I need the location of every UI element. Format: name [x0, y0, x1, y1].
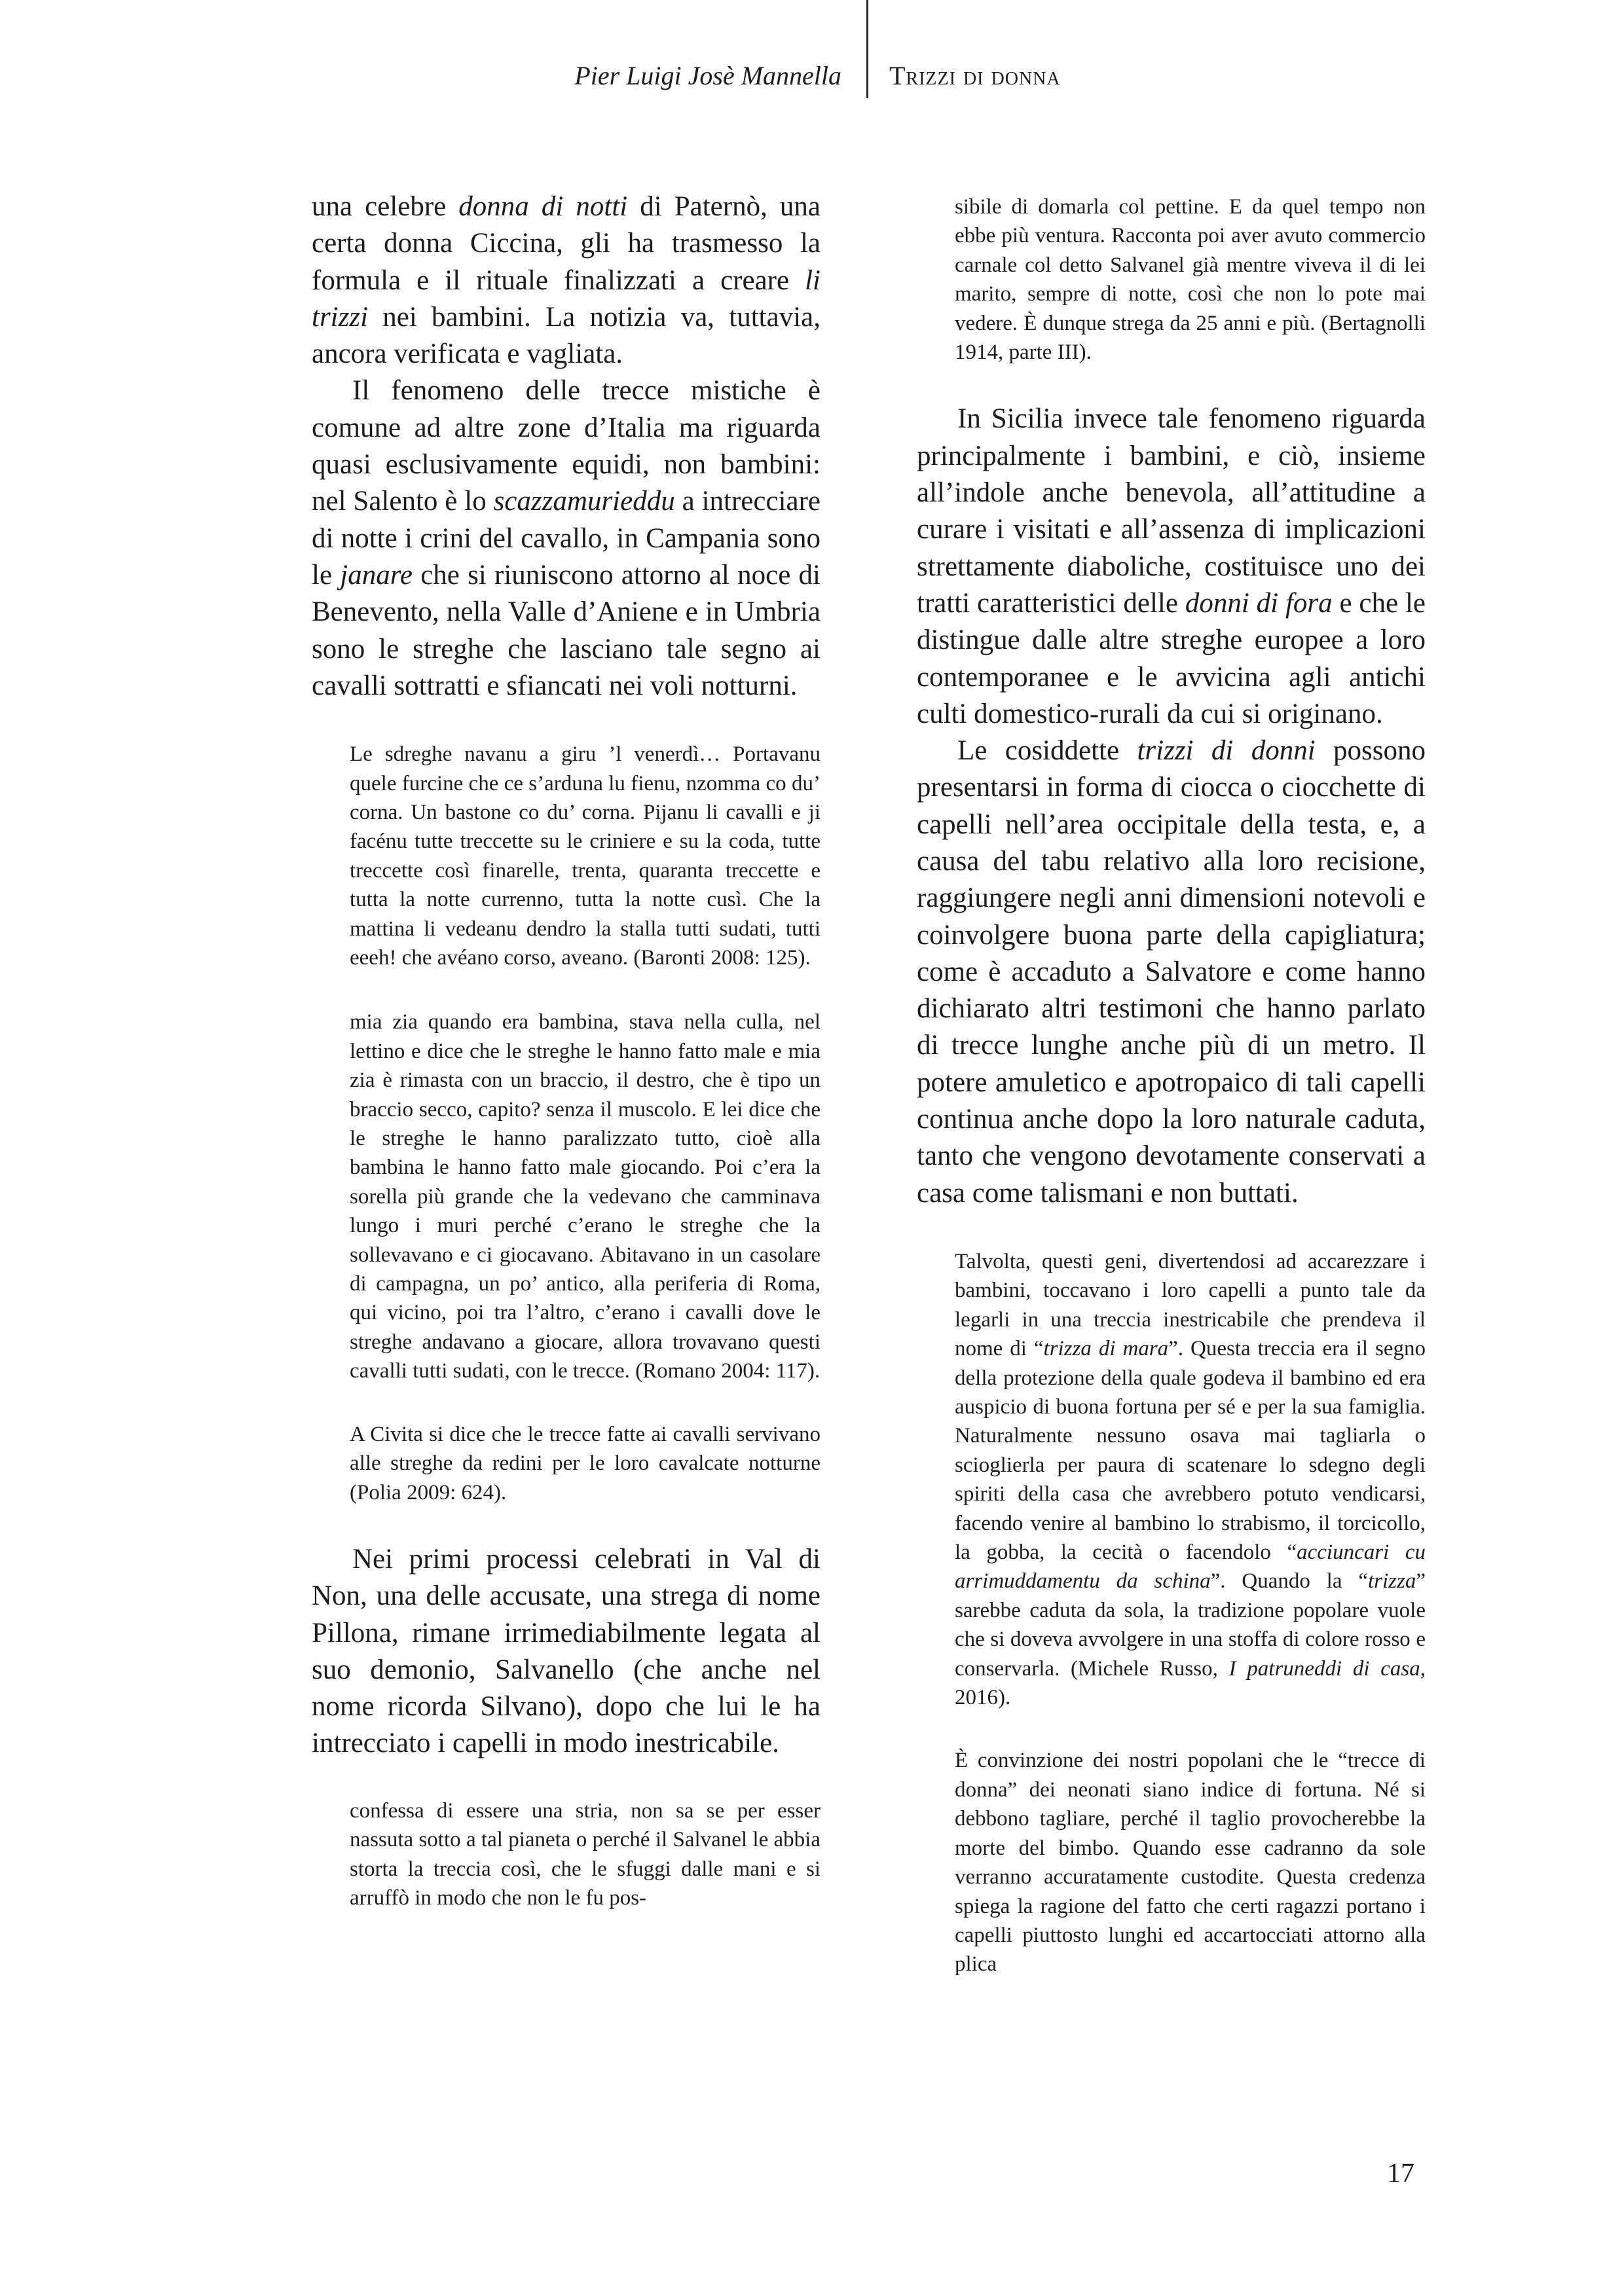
right-column	[917, 192, 1426, 1979]
header-divider	[866, 0, 868, 98]
block-quote-5: sibile di domarla col pettine. E da quel tempo non ebbe più ventura. Racconta poi aver avuto commercio carnale col detto Salvanel già mentre viveva il di lei marito, sempre di notte, così che non lo pote mai vedere. È dunque strega da 25 anni e più. (Bertagnolli 1914, parte III).	[955, 195, 1426, 365]
left-column	[312, 189, 821, 1912]
page-number: 17	[1387, 2159, 1414, 2189]
body-paragraph-5: Le cosiddette trizzi di donni possono presentarsi in forma di ciocca o ciocchette di capelli nell’area occipitale della testa, e, a causa del tabu relativo alla loro recisione, raggiungere negli anni dimensioni notevoli e coinvolgere buona parte della capigliatura; come è accaduto a Salvatore e come hanno dichiarato altri testimoni che hanno parlato di trecce lunghe anche più di un metro. Il potere amuletico e apotropaico di tali capelli continua anche dopo la loro naturale caduta, tanto che vengono devotamente conservati a casa come talismani e non buttati.	[917, 735, 1426, 1209]
block-quote-7: È convinzione dei nostri popolani che le “trecce di donna” dei neonati siano indice di fortuna. Né si debbono tagliare, perché il taglio provocherebbe la morte del bimbo. Quando esse cadranno da sole verranno accuratamente custodite. Questa credenza spiega la ragione del fatto che certi ragazzi portano i capelli piuttosto lunghi ed accartocciati attorno alla plica	[955, 1749, 1426, 1977]
body-paragraph-3: Nei primi processi celebrati in Val di Non, una delle accusate, una strega di nome Pillona, rimane irrimediabilmente legata al suo demonio, Salvanello (che anche nel nome ricorda Silvano), dopo che lui le ha intrecciato i capelli in modo inestricabile.	[312, 1543, 821, 1759]
block-quote-4: confessa di essere una stria, non sa se per esser nassuta sotto a tal pianeta o perché il Salvanel le abbia storta la treccia così, che le sfuggi dalle mani e si arruffò in modo che non le fu pos-	[350, 1798, 821, 1910]
body-paragraph-2: Il fenomeno delle trecce mistiche è comune ad altre zone d’Italia ma riguarda quasi esclusivamente equidi, non bambini: nel Salento è lo scazzamurieddu a intrecciare di notte i crini del cavallo, in Campania sono le janare che si riuniscono attorno al noce di Benevento, nella Valle d’Aniene e in Umbria sono le streghe che lasciano tale segno ai cavalli sottratti e sfiancati nei voli notturni.	[312, 375, 821, 701]
block-quote-6: Talvolta, questi geni, divertendosi ad accarezzare i bambini, toccavano i loro capelli a punto tale da legarli in una treccia inestricabile che prendeva il nome di “trizza di mara”. Questa treccia era il segno della protezione della quale godeva il bambino ed era auspicio di buona fortuna per sé e per la sua famiglia. Naturalmente nessuno osava mai tagliarla o scioglierla per paura di scatenare lo sdegno degli spiriti della casa che avrebbero potuto vendicarsi, facendo venire al bambino lo strabismo, il torcicollo, la gobba, la cecità o facendolo “acciuncari cu arrimuddamentu da schina”. Quando la “trizza” sarebbe caduta da sola, la tradizione popolare vuole che si doveva avvolgere in una stoffa di colore rosso e conservarla. (Michele Russo, I patruneddi di casa, 2016).	[955, 1249, 1426, 1710]
block-quote-1: Le sdreghe navanu a giru ’l venerdì… Portavanu quele furcine che ce s’arduna lu fienu, nzomma co du’ corna. Un bastone co du’ corna. Pijanu li cavalli e ji facénu tutte treccette su le criniere e su la coda, tutte treccette così finarelle, trenta, quaranta treccette e tutta la notte currenno, tutta la notte cusì. Che la mattina li vedeanu dendro la stalla tutti sudati, tutti eeeh! che avéano corso, aveano. (Baronti 2008: 125).	[350, 742, 821, 970]
body-paragraph-4: In Sicilia invece tale fenomeno riguarda principalmente i bambini, e ciò, insieme all’indole anche benevola, all’attitudine a curare i visitati e all’assenza di implicazioni strettamente diaboliche, costituisce uno dei tratti caratteristici delle donni di fora e che le distingue dalle altre streghe europee a loro contemporanee e le avvicina agli antichi culti domestico-rurali da cui si originano.	[917, 403, 1426, 729]
block-quote-3: A Civita si dice che le trecce fatte ai cavalli servivano alle streghe da redini per le loro cavalcate notturne (Polia 2009: 624).	[350, 1422, 821, 1504]
running-header-title: Trizzi di donna	[889, 61, 1061, 90]
body-paragraph-1: una celebre donna di notti di Paternò, una certa donna Ciccina, gli ha trasmesso la formula e il rituale finalizzati a creare li trizzi nei bambini. La notizia va, tuttavia, ancora verificata e vagliata.	[312, 191, 821, 370]
running-header-author: Pier Luigi Josè Mannella	[574, 61, 841, 90]
block-quote-2: mia zia quando era bambina, stava nella culla, nel lettino e dice che le streghe le hanno fatto male e mia zia è rimasta con un braccio, il destro, che è tipo un braccio secco, capito? senza il muscolo. E lei dice che le streghe le hanno paralizzato tutto, cioè alla bambina le hanno fatto male giocando. Poi c’era la sorella più grande che la vedevano che camminava lungo i muri perché c’erano le streghe che la sollevavano e ci giocavano. Abitavano in un casolare di campagna, un po’ antico, alla periferia di Roma, qui vicino, poi tra l’altro, c’erano i cavalli dove le streghe andavano a giocare, allora trovavano questi cavalli tutti sudati, con le trecce. (Romano 2004: 117).	[350, 1010, 821, 1383]
